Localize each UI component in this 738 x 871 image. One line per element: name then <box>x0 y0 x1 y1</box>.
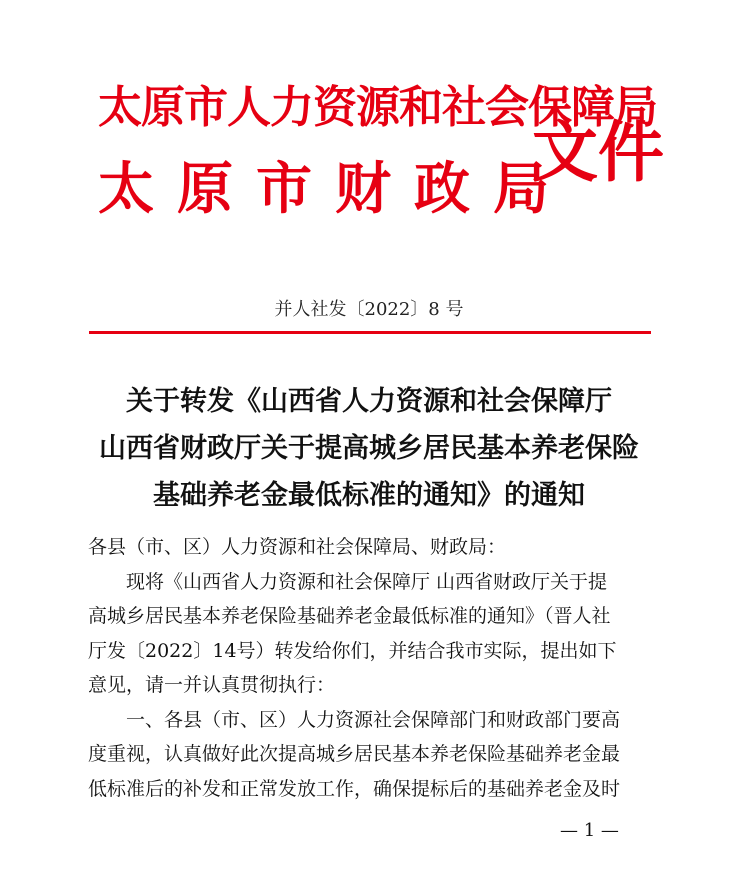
page-number: — 1 — <box>560 820 619 841</box>
title-line: 基础养老金最低标准的通知》的通知 <box>153 480 585 511</box>
issuing-org-2: 太原市财政局 <box>98 157 572 222</box>
body-line: 厅发〔2022〕14号）转发给你们，并结合我市实际，提出如下 <box>88 639 617 662</box>
salutation: 各县（市、区）人力资源和社会保障局、财政局： <box>88 536 507 558</box>
body-line: 高城乡居民基本养老保险基础养老金最低标准的通知》（晋人社 <box>88 605 611 627</box>
document-body <box>88 530 658 806</box>
issuing-org-1: 太原市人力资源和社会保障局 <box>98 82 657 133</box>
document-number: 并人社发〔2022〕8 号 <box>274 299 464 320</box>
document-title <box>88 378 650 519</box>
title-line: 山西省财政厅关于提高城乡居民基本养老保险 <box>99 433 639 464</box>
body-line: 一、各县（市、区）人力资源社会保障部门和财政部门要高 <box>126 708 621 731</box>
red-divider <box>89 331 651 334</box>
document-type-label: 文件 <box>532 114 664 191</box>
body-line: 低标准后的补发和正常发放工作，确保提标后的基础养老金及时 <box>88 777 621 800</box>
body-line: 现将《山西省人力资源和社会保障厅 山西省财政厅关于提 <box>126 570 608 593</box>
body-line: 意见，请一并认真贯彻执行： <box>88 674 336 696</box>
title-line: 关于转发《山西省人力资源和社会保障厅 <box>126 386 612 417</box>
body-line: 度重视，认真做好此次提高城乡居民基本养老保险基础养老金最 <box>88 743 621 765</box>
